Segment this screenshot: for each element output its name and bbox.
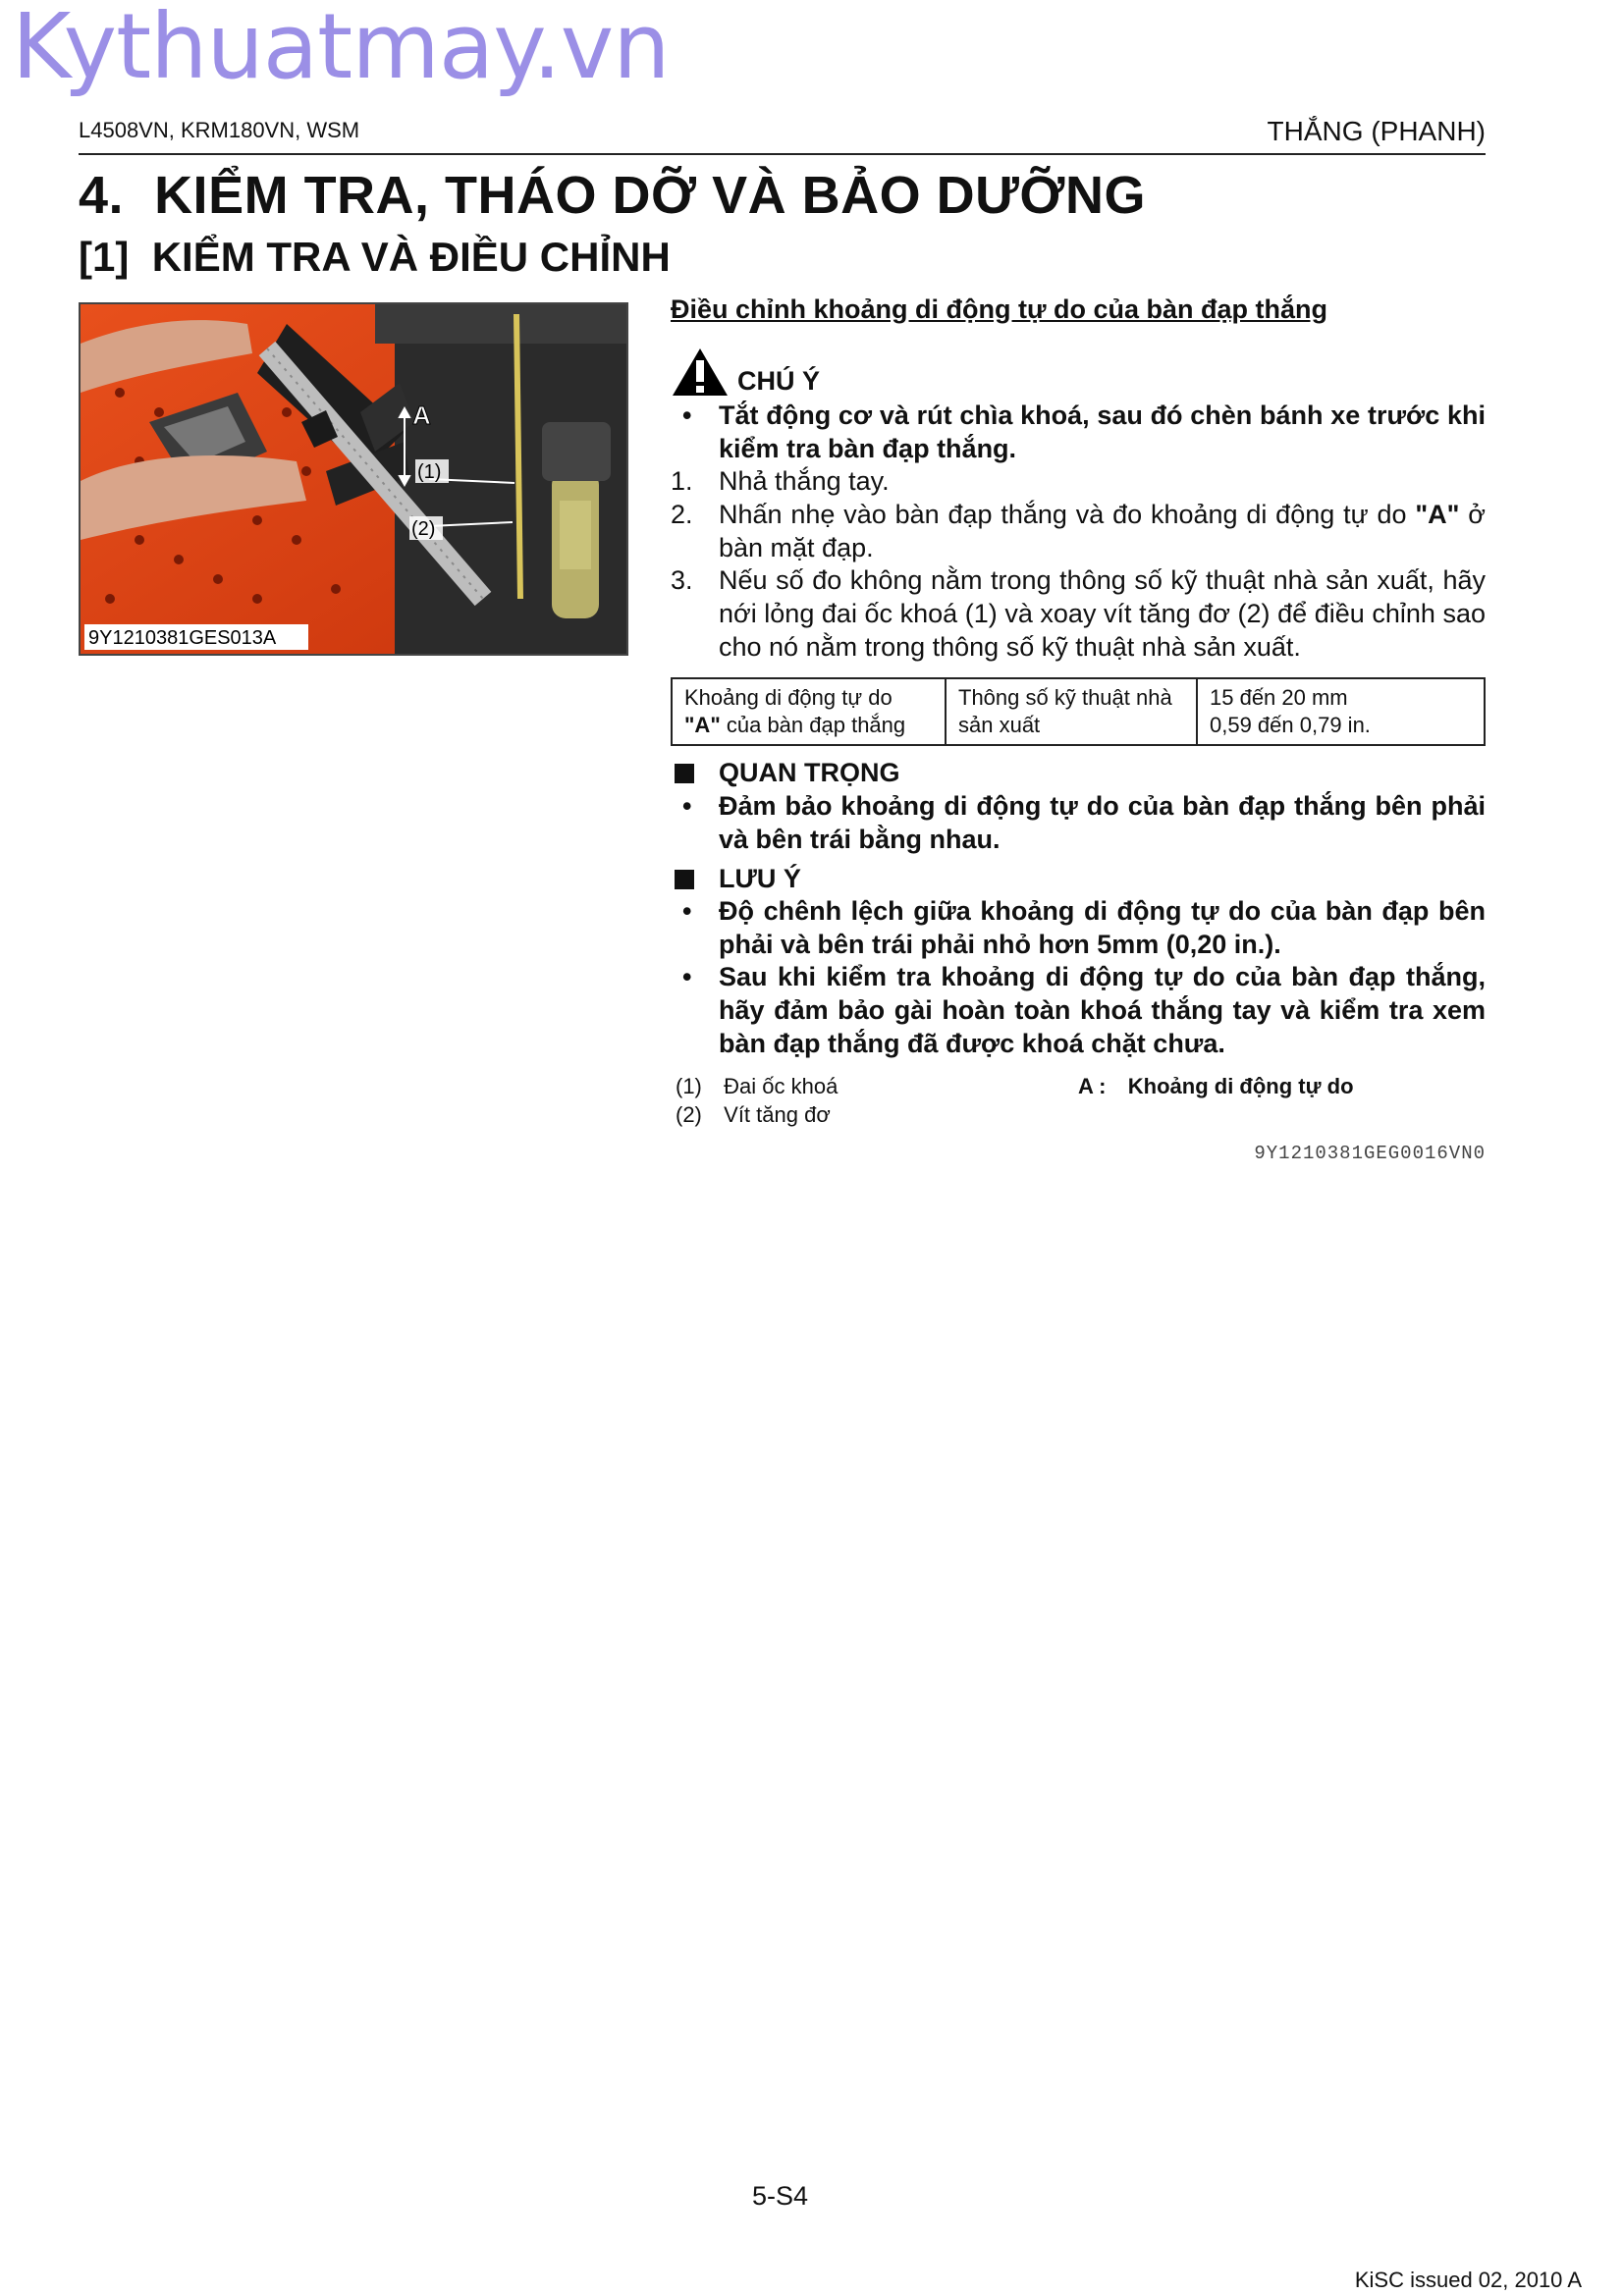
brake-pedal-photo — [79, 302, 628, 656]
callout-a: A — [412, 400, 431, 430]
legend-number: (1) — [676, 1074, 702, 1098]
header-models: L4508VN, KRM180VN, WSM — [79, 118, 360, 142]
caution-header — [671, 347, 1486, 398]
spec-value-cell — [1197, 678, 1485, 745]
bullet-icon: • — [682, 896, 692, 926]
note-text: Độ chênh lệch giữa khoảng di động tự do của bàn đạp bên phải và bên trái phải nhỏ hơn 5mm (0,20 in.). — [719, 896, 1486, 959]
legend-item-2 — [676, 1102, 831, 1128]
important-label: QUAN TRỌNG — [719, 758, 900, 787]
square-bullet-icon — [675, 870, 694, 889]
section-number: 4. — [79, 166, 125, 225]
caution-item — [671, 399, 1486, 465]
step-number: 3. — [671, 565, 693, 595]
section-heading — [79, 165, 1146, 226]
legend-text: Khoảng di động tự do — [1127, 1074, 1354, 1098]
warning-triangle-icon — [671, 347, 730, 398]
note-text: Sau khi kiểm tra khoảng di động tự do của bàn đạp thắng, hãy đảm bảo gài hoàn toàn khoá thắng tay và kiểm tra xem bàn đạp thắng đã được khoá chặt chưa. — [719, 962, 1486, 1058]
spec-table — [671, 677, 1486, 746]
note-header — [671, 862, 1486, 895]
spec-item-line: của bàn đạp thắng — [720, 713, 906, 737]
subsection-heading — [79, 234, 671, 281]
step-text-bold: "A" — [1415, 500, 1460, 529]
spec-value-line: 15 đến 20 mm — [1210, 685, 1348, 710]
step-number: 2. — [671, 500, 693, 529]
header-rule — [79, 153, 1486, 155]
photo-illustration — [81, 304, 626, 654]
callout-1: (1) — [417, 461, 442, 483]
bullet-icon: • — [682, 962, 692, 991]
header-section: THẮNG (PHANH) — [1267, 116, 1486, 146]
spec-type-line: Thông số kỹ thuật nhà — [958, 685, 1172, 710]
table-row — [672, 678, 1485, 745]
bullet-icon: • — [682, 791, 692, 821]
spec-item-line: Khoảng di động tự do — [684, 685, 893, 710]
step-text: Nếu số đo không nằm trong thông số kỹ thuật nhà sản xuất, hãy nới lỏng đai ốc khoá (1) và xoay vít tăng đơ (2) để điều chỉnh sao cho nó nằm trong thông số kỹ thuật nhà sản xuất. — [719, 565, 1486, 662]
important-header — [671, 756, 1486, 789]
square-bullet-icon — [675, 764, 694, 783]
step-text-part: ở bàn mặt đạp. — [719, 500, 1486, 562]
legend-text: Đai ốc khoá — [724, 1074, 839, 1098]
legend-key: A : — [1078, 1074, 1107, 1098]
spec-type-line: sản xuất — [958, 713, 1041, 737]
note-label: LƯU Ý — [719, 864, 801, 893]
spec-item-cell — [672, 678, 946, 745]
spec-value-line: 0,59 đến 0,79 in. — [1210, 713, 1371, 737]
issued-label: KiSC issued 02, 2010 A — [1354, 2268, 1582, 2292]
legend-item-a — [1078, 1074, 1354, 1099]
spec-item-bold: "A" — [684, 713, 721, 737]
caution-text: Tắt động cơ và rút chìa khoá, sau đó chèn bánh xe trước khi kiểm tra bàn đạp thắng. — [719, 400, 1486, 463]
step-number: 1. — [671, 466, 693, 496]
subsection-number: [1] — [79, 234, 130, 280]
callout-2: (2) — [411, 518, 436, 540]
step-text — [719, 498, 1486, 564]
procedure-title: Điều chỉnh khoảng di động tự do của bàn đạp thắng — [671, 294, 1328, 324]
page-number: 5-S4 — [752, 2181, 809, 2211]
legend-number: (2) — [676, 1102, 702, 1127]
spec-type-cell — [946, 678, 1197, 745]
figure-code: 9Y1210381GES013A — [88, 627, 277, 649]
step-text-part: Nhấn nhẹ vào bàn đạp thắng và đo khoảng di động tự do — [719, 500, 1416, 529]
caution-label: CHÚ Ý — [737, 366, 821, 396]
step-text: Nhả thắng tay. — [719, 466, 890, 496]
section-title: KIỂM TRA, THÁO DỠ VÀ BẢO DƯỠNG — [154, 166, 1146, 225]
legend-text: Vít tăng đơ — [724, 1102, 831, 1127]
important-text: Đảm bảo khoảng di động tự do của bàn đạp thắng bên phải và bên trái bằng nhau. — [719, 791, 1486, 854]
legend-item-1 — [676, 1074, 838, 1099]
subsection-title: KIỂM TRA VÀ ĐIỀU CHỈNH — [151, 234, 671, 280]
reference-code: 9Y1210381GEG0016VN0 — [1254, 1143, 1486, 1164]
bullet-icon: • — [682, 400, 692, 430]
watermark: Kythuatmay.vn — [12, 0, 670, 99]
